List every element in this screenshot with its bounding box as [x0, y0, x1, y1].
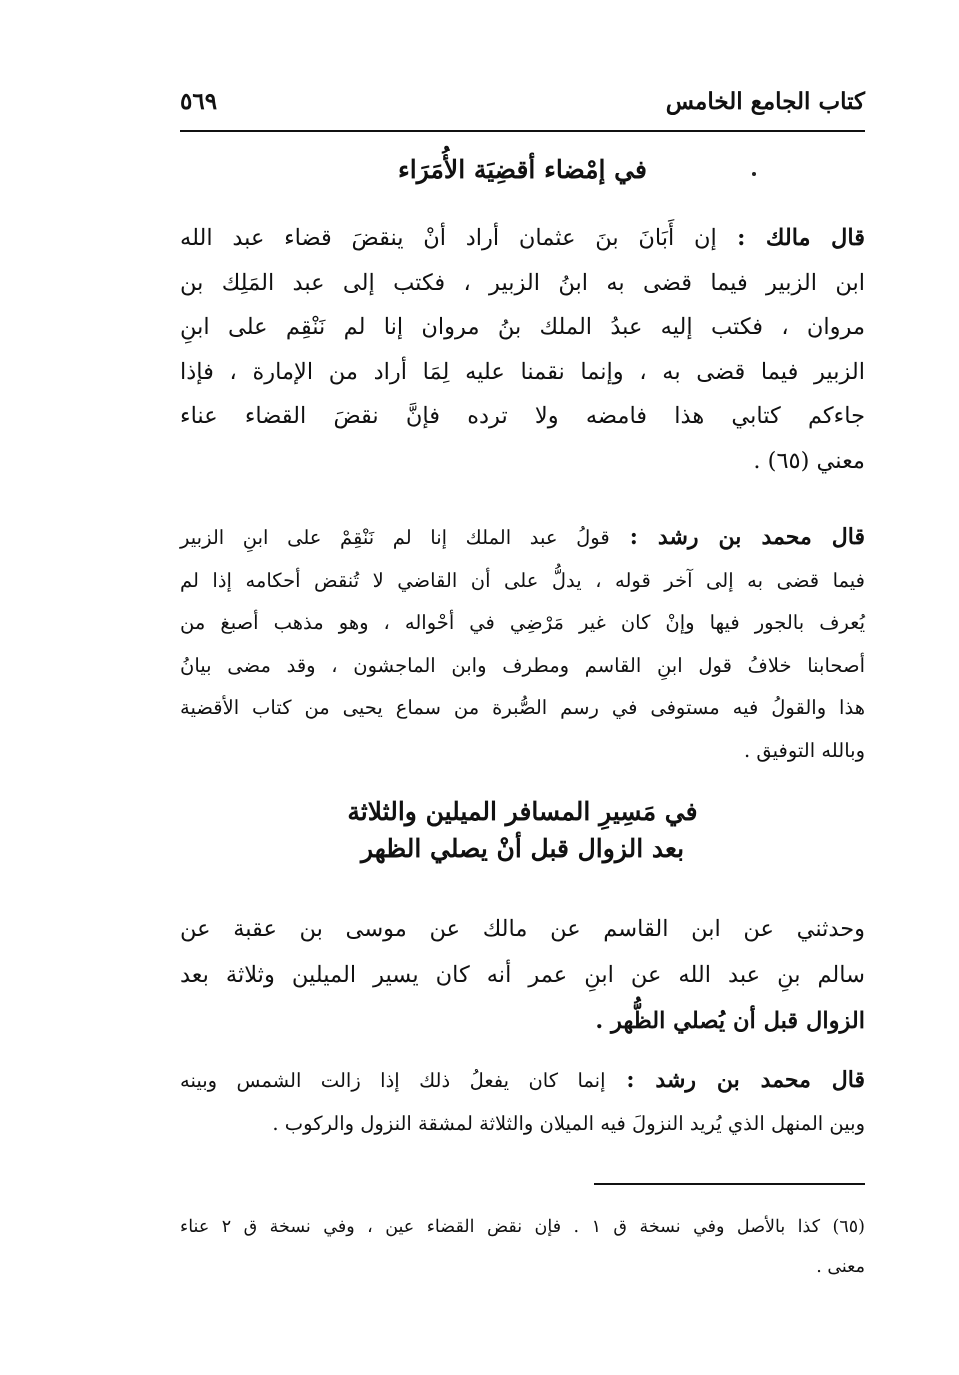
text-line: معني (٦٥) .: [753, 447, 865, 474]
text-line: وبين المنهل الذي يُريد النزولَ فيه الميلان والثلاثة لمشقة النزول والركوب .: [272, 1112, 865, 1135]
text-line: وحدثني عن ابن القاسم عن مالك عن موسى بن عقبة عن: [180, 916, 865, 942]
footnote-line: معنى .: [816, 1257, 865, 1277]
paragraph-hadith: [180, 906, 865, 1044]
text-line: فيما قضى به إلى آخر قوله ، يدلُّ على أن القاضي لا تُنقض أحكامه إذا لم: [180, 568, 865, 592]
text-line: هذا والقولُ فيه مستوفى في رسم الصُّبرة من سماع يحيى من كتاب الأقضية: [180, 696, 865, 719]
footnote: [180, 1207, 865, 1287]
text-line: مروان ، فكتب إليه عبدُ الملك بنُ مروان إنا لم نَنْقِم على ابنِ: [180, 314, 865, 340]
book-title: كتاب الجامع الخامس: [665, 88, 865, 115]
paragraph-ibn-rushd-2: [180, 1059, 865, 1145]
page-number: ٥٦٩: [180, 88, 218, 115]
text-line: وبالله التوفيق .: [743, 738, 865, 762]
paragraph-malik: [180, 216, 865, 483]
text-line: جاءكم كتابي هذا فامضه ولا ترده فإنَّ نقضَ القضاء عناء: [180, 403, 865, 429]
text-line: قال محمد بن رشد : إنما كان يفعلُ ذلك إذا زالت الشمس وبينه: [180, 1067, 865, 1093]
text-line: سالم بنِ عبد الله عن ابنِ عمر أنه كان يسير الميلين وثلاثة بعد: [180, 962, 865, 988]
text-line: أصحابنا خلافُ قول ابنِ القاسم ومطرف وابن الماجشون ، وقد مضى بيانُ: [180, 653, 865, 677]
running-header: [180, 88, 865, 128]
section-heading-1: في إمْضاء أقضِيَة الأُمَرَاء: [398, 155, 647, 184]
paragraph-ibn-rushd-1: [180, 516, 865, 772]
heading-line: في مَسِيرِ المسافر الميلين والثلاثة: [347, 797, 698, 826]
section-heading-2: [180, 797, 865, 863]
text-line: قال محمد بن رشد : قولُ عبد الملك إنا لم نَنْقِمْ على ابنِ الزبير: [180, 524, 865, 550]
speaker-label: قال محمد بن رشد :: [609, 524, 865, 550]
heading-line: بعد الزوال قبل أنْ يصلي الظهر: [360, 834, 685, 863]
text-line: يُعرف بالجور فيها وإنْ كان غير مَرْضِي في أحْواله ، وهو مذهب أصبغ من: [180, 611, 865, 634]
speaker-label: قال محمد بن رشد :: [605, 1067, 865, 1093]
footnote-line: (٦٥) كذا بالأصل وفي نسخة ق ١ . فإن نقض القضاء عين ، وفي نسخة ق ٢ عناء: [180, 1217, 865, 1237]
text-line: قال مالك : إن أَبَانَ بنَ عثمان أراد أنْ ينقضَ قضاء عبد الله: [180, 225, 865, 251]
speaker-label: قال مالك :: [716, 225, 865, 251]
text-line: الزبير فيما قضى به ، وإنما نقمنا عليه لِمَا أراد من الإمارة ، فإذا: [180, 358, 865, 385]
text-line: ابن الزبير فيما قضى به ابنُ الزبير ، فكتب إلى عبد المَلِك بن: [180, 269, 865, 296]
footnote-rule: [594, 1183, 865, 1185]
text-line: الزوال قبل أن يُصلي الظُّهر .: [595, 1008, 865, 1034]
header-rule: [180, 130, 865, 132]
